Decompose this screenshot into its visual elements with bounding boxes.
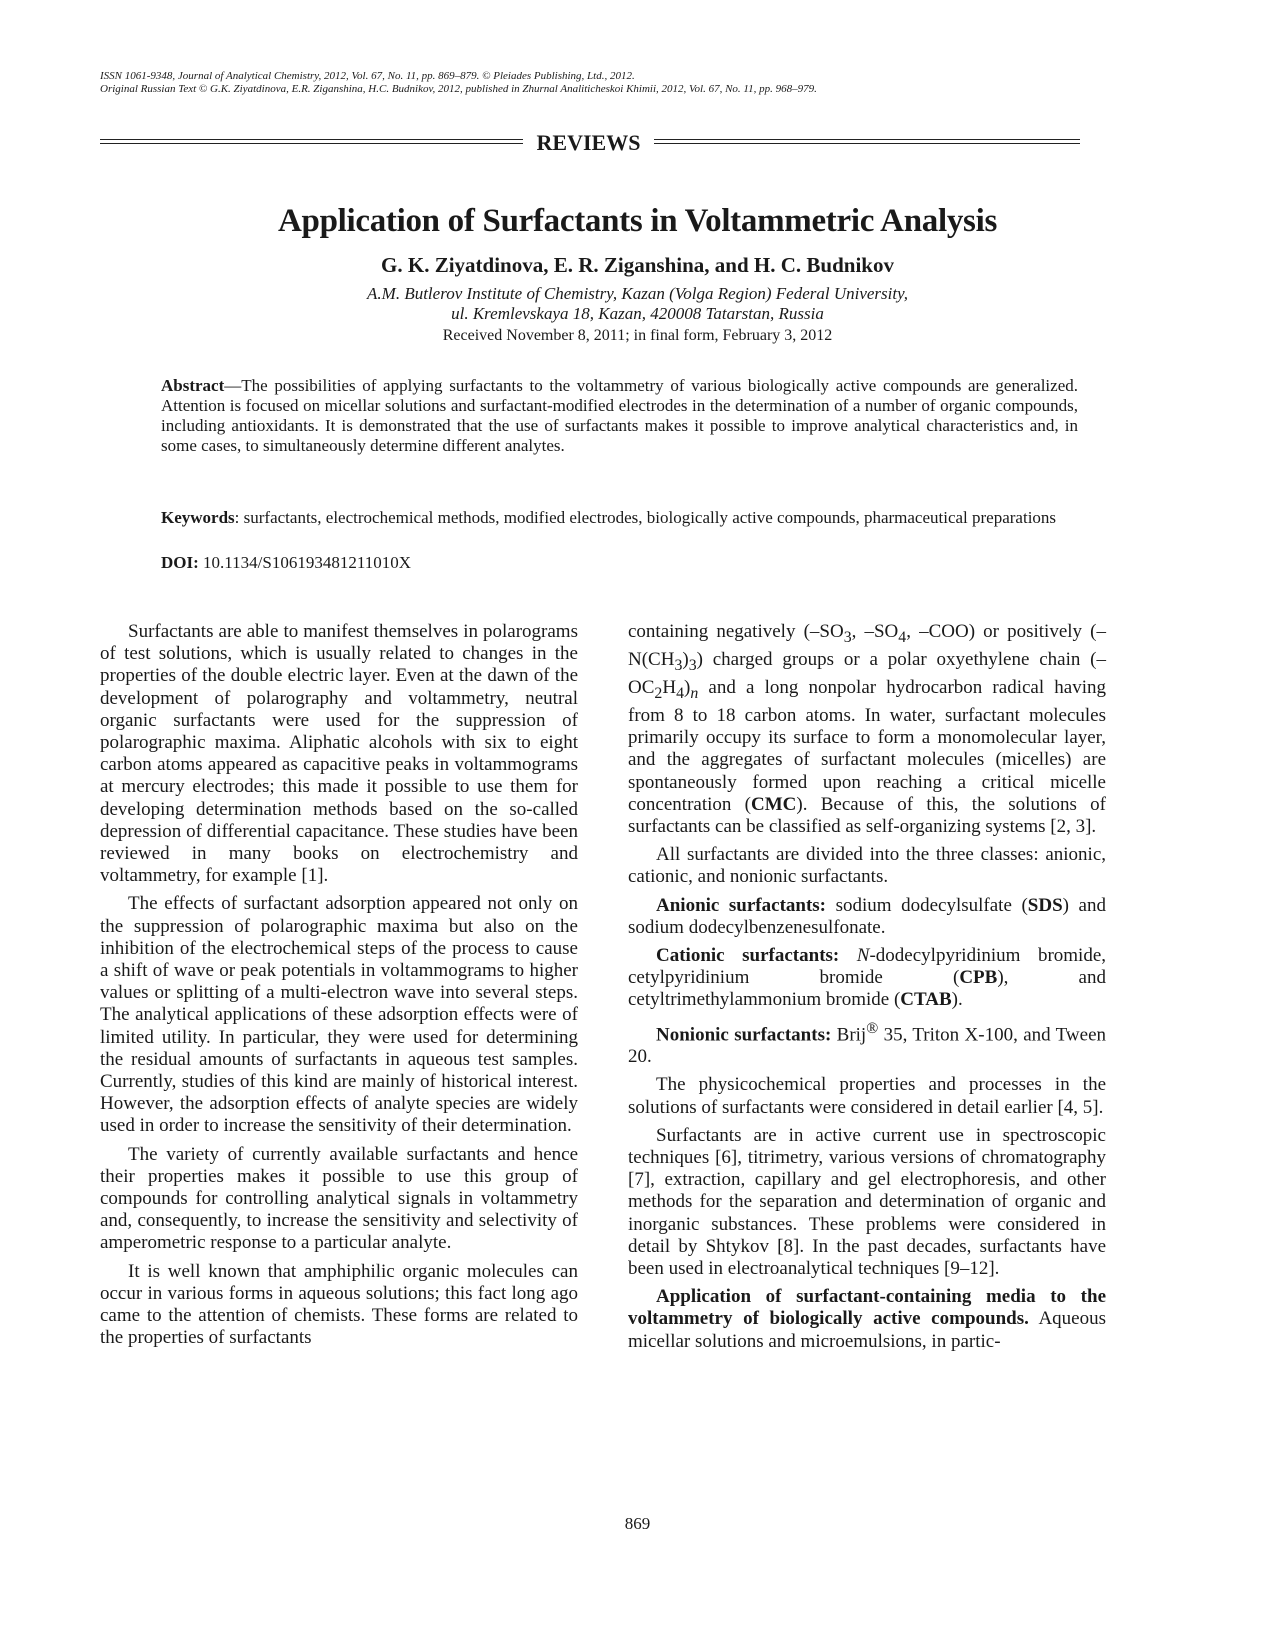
paragraph: Application of surfactant-containing media to the voltammetry of biologically active compounds. Aqueous micellar solutions and microemulsions, in partic-	[628, 1286, 1106, 1352]
keywords-label: Keywords	[161, 508, 235, 527]
abstract	[161, 376, 1078, 456]
issn-line: ISSN 1061-9348, Journal of Analytical Chemistry, 2012, Vol. 67, No. 11, pp. 869–879. © Pleiades Publishing, Ltd., 2012.	[100, 70, 635, 82]
left-column	[100, 621, 578, 1356]
paragraph: Surfactants are in active current use in spectroscopic techniques [6], titrimetry, various versions of chromatography [7], extraction, capillary and gel electrophoresis, and other methods for the separation and determination of organic and inorganic substances. These problems were considered in detail by Shtykov [8]. In the past decades, surfactants have been used in electroanalytical techniques [9–12].	[628, 1124, 1106, 1279]
affiliation-line: ul. Kremlevskaya 18, Kazan, 420008 Tatarstan, Russia	[451, 304, 824, 323]
paragraph: Cationic surfactants: N-dodecylpyridinium bromide, cetylpyridinium bromide (CPB), and cetyltrimethylammonium bromide (CTAB).	[628, 945, 1107, 1011]
abstract-text: —The possibilities of applying surfactants to the voltammetry of various biologically active compounds are generalized. Attention is focused on micellar solutions and surfactant-modified electrodes in the determination of a number of organic compounds, including antioxidants. It is demonstrated that the use of surfactants makes it possible to improve analytical characteristics and, in some cases, to simultaneously determine different analytes.	[161, 376, 1078, 455]
paragraph: All surfactants are divided into the three classes: anionic, cationic, and nonionic surfactants.	[628, 844, 1106, 888]
authors: G. K. Ziyatdinova, E. R. Ziganshina, and H. C. Budnikov	[381, 253, 894, 277]
doi-value: 10.1134/S106193481211010X	[198, 553, 411, 572]
section-rule-left	[100, 136, 523, 150]
right-column	[628, 621, 1106, 1359]
paragraph: Surfactants are able to manifest themselves in polarograms of test solutions, which is usually related to changes in the properties of the double electric layer. Even at the dawn of the development of polarography and voltammetry, neutral organic surfactants were used for the suppression of polarographic maxima. Aliphatic alcohols with six to eight carbon atoms appeared as capacitive peaks in voltammograms at mercury electrodes; this made it possible to use them for developing determination methods based on the so-called depression of differential capacitance. These studies have been reviewed in many books on electrochemistry and voltammetry, for example [1].	[100, 621, 578, 887]
affiliation-line: A.M. Butlerov Institute of Chemistry, Kazan (Volga Region) Federal University,	[367, 284, 908, 303]
section-heading: REVIEWS	[536, 130, 641, 155]
paragraph: containing negatively ($-SO_3$, $-SO_4$, –COO) or positively $(-N(CH_3)_3)$ charged groups or a polar oxyethylene chain $(-OC_2H_4)_n$ and a long nonpolar hydrocarbon radical having from 8 to 18 carbon atoms. In water, surfactant molecules primarily occupy its surface to form a monomolecular layer, and the aggregates of surfactant molecules (micelles) are spontaneously formed upon reaching a critical micelle concentration (CMC). Because of this, the solutions of surfactants can be classified as self-organizing systems [2, 3].	[628, 621, 1106, 838]
paragraph: Anionic surfactants: sodium dodecylsulfate (SDS) and sodium dodecylbenzenesulfonate.	[628, 894, 1106, 938]
article-title: Application of Surfactants in Voltammetric Analysis	[278, 203, 997, 239]
affiliation	[0, 284, 1275, 324]
doi-label: DOI:	[161, 553, 199, 572]
abstract-label: Abstract	[161, 376, 225, 395]
keywords-text: : surfactants, electrochemical methods, modified electrodes, biologically active compounds, pharmaceutical preparations	[234, 508, 1057, 527]
original-text-line: Original Russian Text © G.K. Ziyatdinova, E.R. Ziganshina, H.C. Budnikov, 2012, published in Zhurnal Analiticheskoi Khimii, 2012, Vol. 67, No. 11, pp. 968–979.	[100, 83, 817, 95]
paragraph: The physicochemical properties and processes in the solutions of surfactants were considered in detail earlier [4, 5].	[628, 1074, 1106, 1118]
received-date: Received November 8, 2011; in final form, February 3, 2012	[442, 327, 833, 344]
page-number: 869	[624, 1514, 651, 1533]
paragraph: It is well known that amphiphilic organic molecules can occur in various forms in aqueous solutions; this fact long ago came to the attention of chemists. These forms are related to the properties of surfactants	[100, 1260, 578, 1349]
journal-header	[100, 70, 817, 96]
paragraph: The effects of surfactant adsorption appeared not only on the suppression of polarographic maxima but also on the inhibition of the electrochemical steps of the process to cause a shift of wave or peak potentials in voltammograms to higher values or splitting of a multi-electron wave into several steps. The analytical applications of these adsorption effects were of limited utility. In particular, they were used for determining the residual amounts of surfactants in aqueous test samples. Currently, studies of this kind are mainly of historical interest. However, the adsorption effects of analyte species are widely used in order to increase the sensitivity of their determination.	[100, 893, 578, 1137]
paragraph: Nonionic surfactants: Brij® 35, Triton X-100, and Tween 20.	[628, 1019, 1106, 1068]
section-rule-right	[654, 136, 1080, 150]
paragraph: The variety of currently available surfactants and hence their properties makes it possible to use this group of compounds for controlling analytical signals in voltammetry and, consequently, to increase the sensitivity and selectivity of amperometric response to a particular analyte.	[100, 1143, 578, 1254]
doi	[161, 553, 411, 573]
keywords	[161, 508, 1078, 528]
